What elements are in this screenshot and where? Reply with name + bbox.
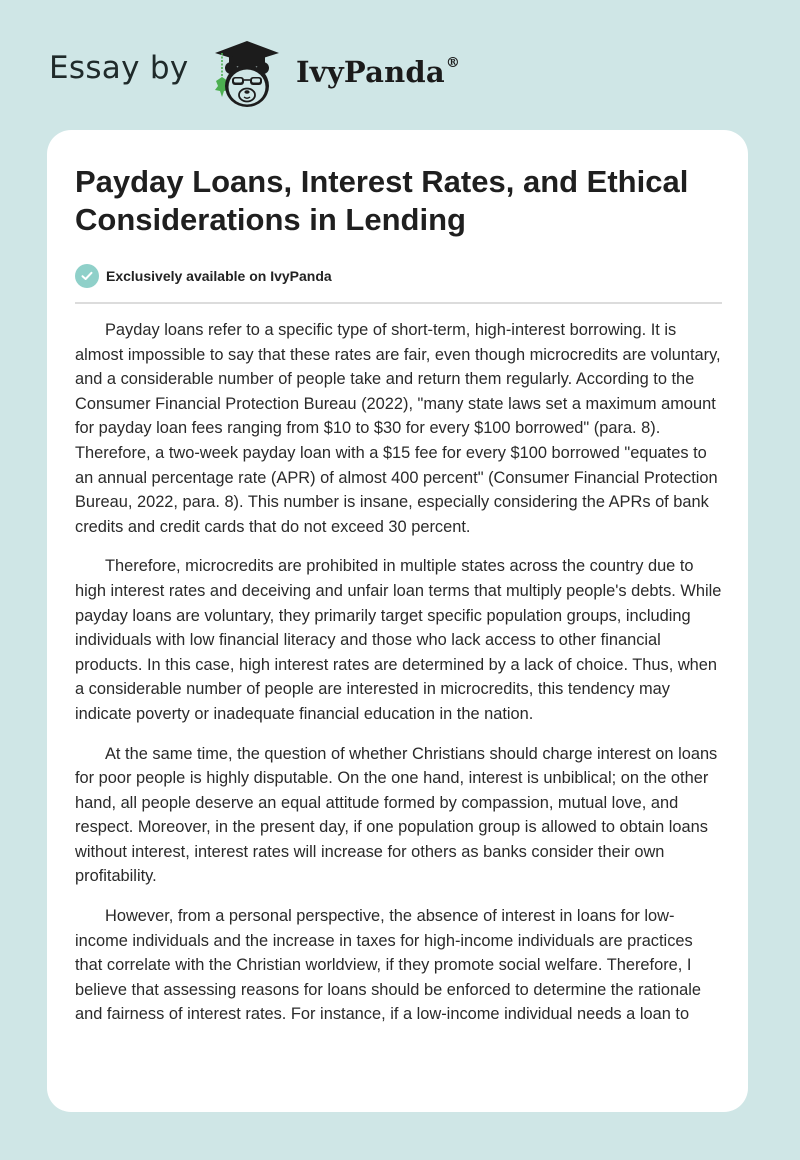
check-circle-icon bbox=[75, 264, 99, 288]
paragraph-1: Payday loans refer to a specific type of short-term, high-interest borrowing. It is almost impossible to say that these rates are fair, even though microcredits are voluntary, and a considerable number of people take and return them regularly. According to the Consumer Financial Protection Bureau (2022), "many state laws set a maximum amount for payday loan fees ranging from $10 to $30 for every $100 borrowed" (para. 8). Therefore, a two-week payday loan with a $15 fee for every $100 borrowed "equates to an annual percentage rate (APR) of almost 400 percent" (Consumer Financial Protection Bureau, 2022, para. 8). This number is insane, especially considering the APRs of bank credits and credit cards that do not exceed 30 percent. bbox=[75, 321, 721, 536]
brand-name-text: IvyPanda bbox=[296, 55, 445, 89]
panda-logo-icon[interactable] bbox=[202, 35, 292, 110]
exclusive-badge bbox=[75, 264, 332, 288]
site-header bbox=[0, 0, 800, 130]
paragraph-4: However, from a personal perspective, the absence of interest in loans for low-income individuals and the increase in taxes for high-income individuals are practices that correlate with the Christian worldview, if they promote social welfare. Therefore, I believe that assessing reasons for loans should be enforced to determine the rationale and fairness of interest rates. For instance, if a low-income individual needs a loan to bbox=[75, 907, 701, 1024]
paragraph-2: Therefore, microcredits are prohibited in multiple states across the country due to high interest rates and deceiving and unfair loan terms that multiply people's debts. While payday loans are voluntary, they primarily target specific population groups, including individuals with low financial literacy and those who lack access to other financial products. In this case, high interest rates are determined by a lack of choice. Thus, when a considerable number of people are interested in microcredits, this tendency may indicate poverty or inadequate financial education in the nation. bbox=[75, 557, 722, 723]
exclusive-text: Exclusively available on IvyPanda bbox=[106, 268, 332, 284]
essay-body bbox=[75, 318, 723, 1042]
title-divider bbox=[75, 302, 722, 304]
brand-name[interactable] bbox=[296, 55, 460, 89]
essay-card bbox=[47, 130, 748, 1112]
essay-title: Payday Loans, Interest Rates, and Ethical Considerations in Lending bbox=[75, 164, 689, 237]
paragraph-3: At the same time, the question of whether Christians should charge interest on loans for poor people is highly disputable. On the one hand, interest is unbiblical; on the other hand, all people deserve an equal attitude formed by compassion, mutual love, and respect. Moreover, in the present day, if one population group is allowed to obtain loans without interest, interest rates will increase for others as banks consider their own profitability. bbox=[75, 744, 718, 886]
registered-mark: ® bbox=[445, 55, 461, 72]
brand-prefix: Essay by bbox=[49, 50, 189, 86]
